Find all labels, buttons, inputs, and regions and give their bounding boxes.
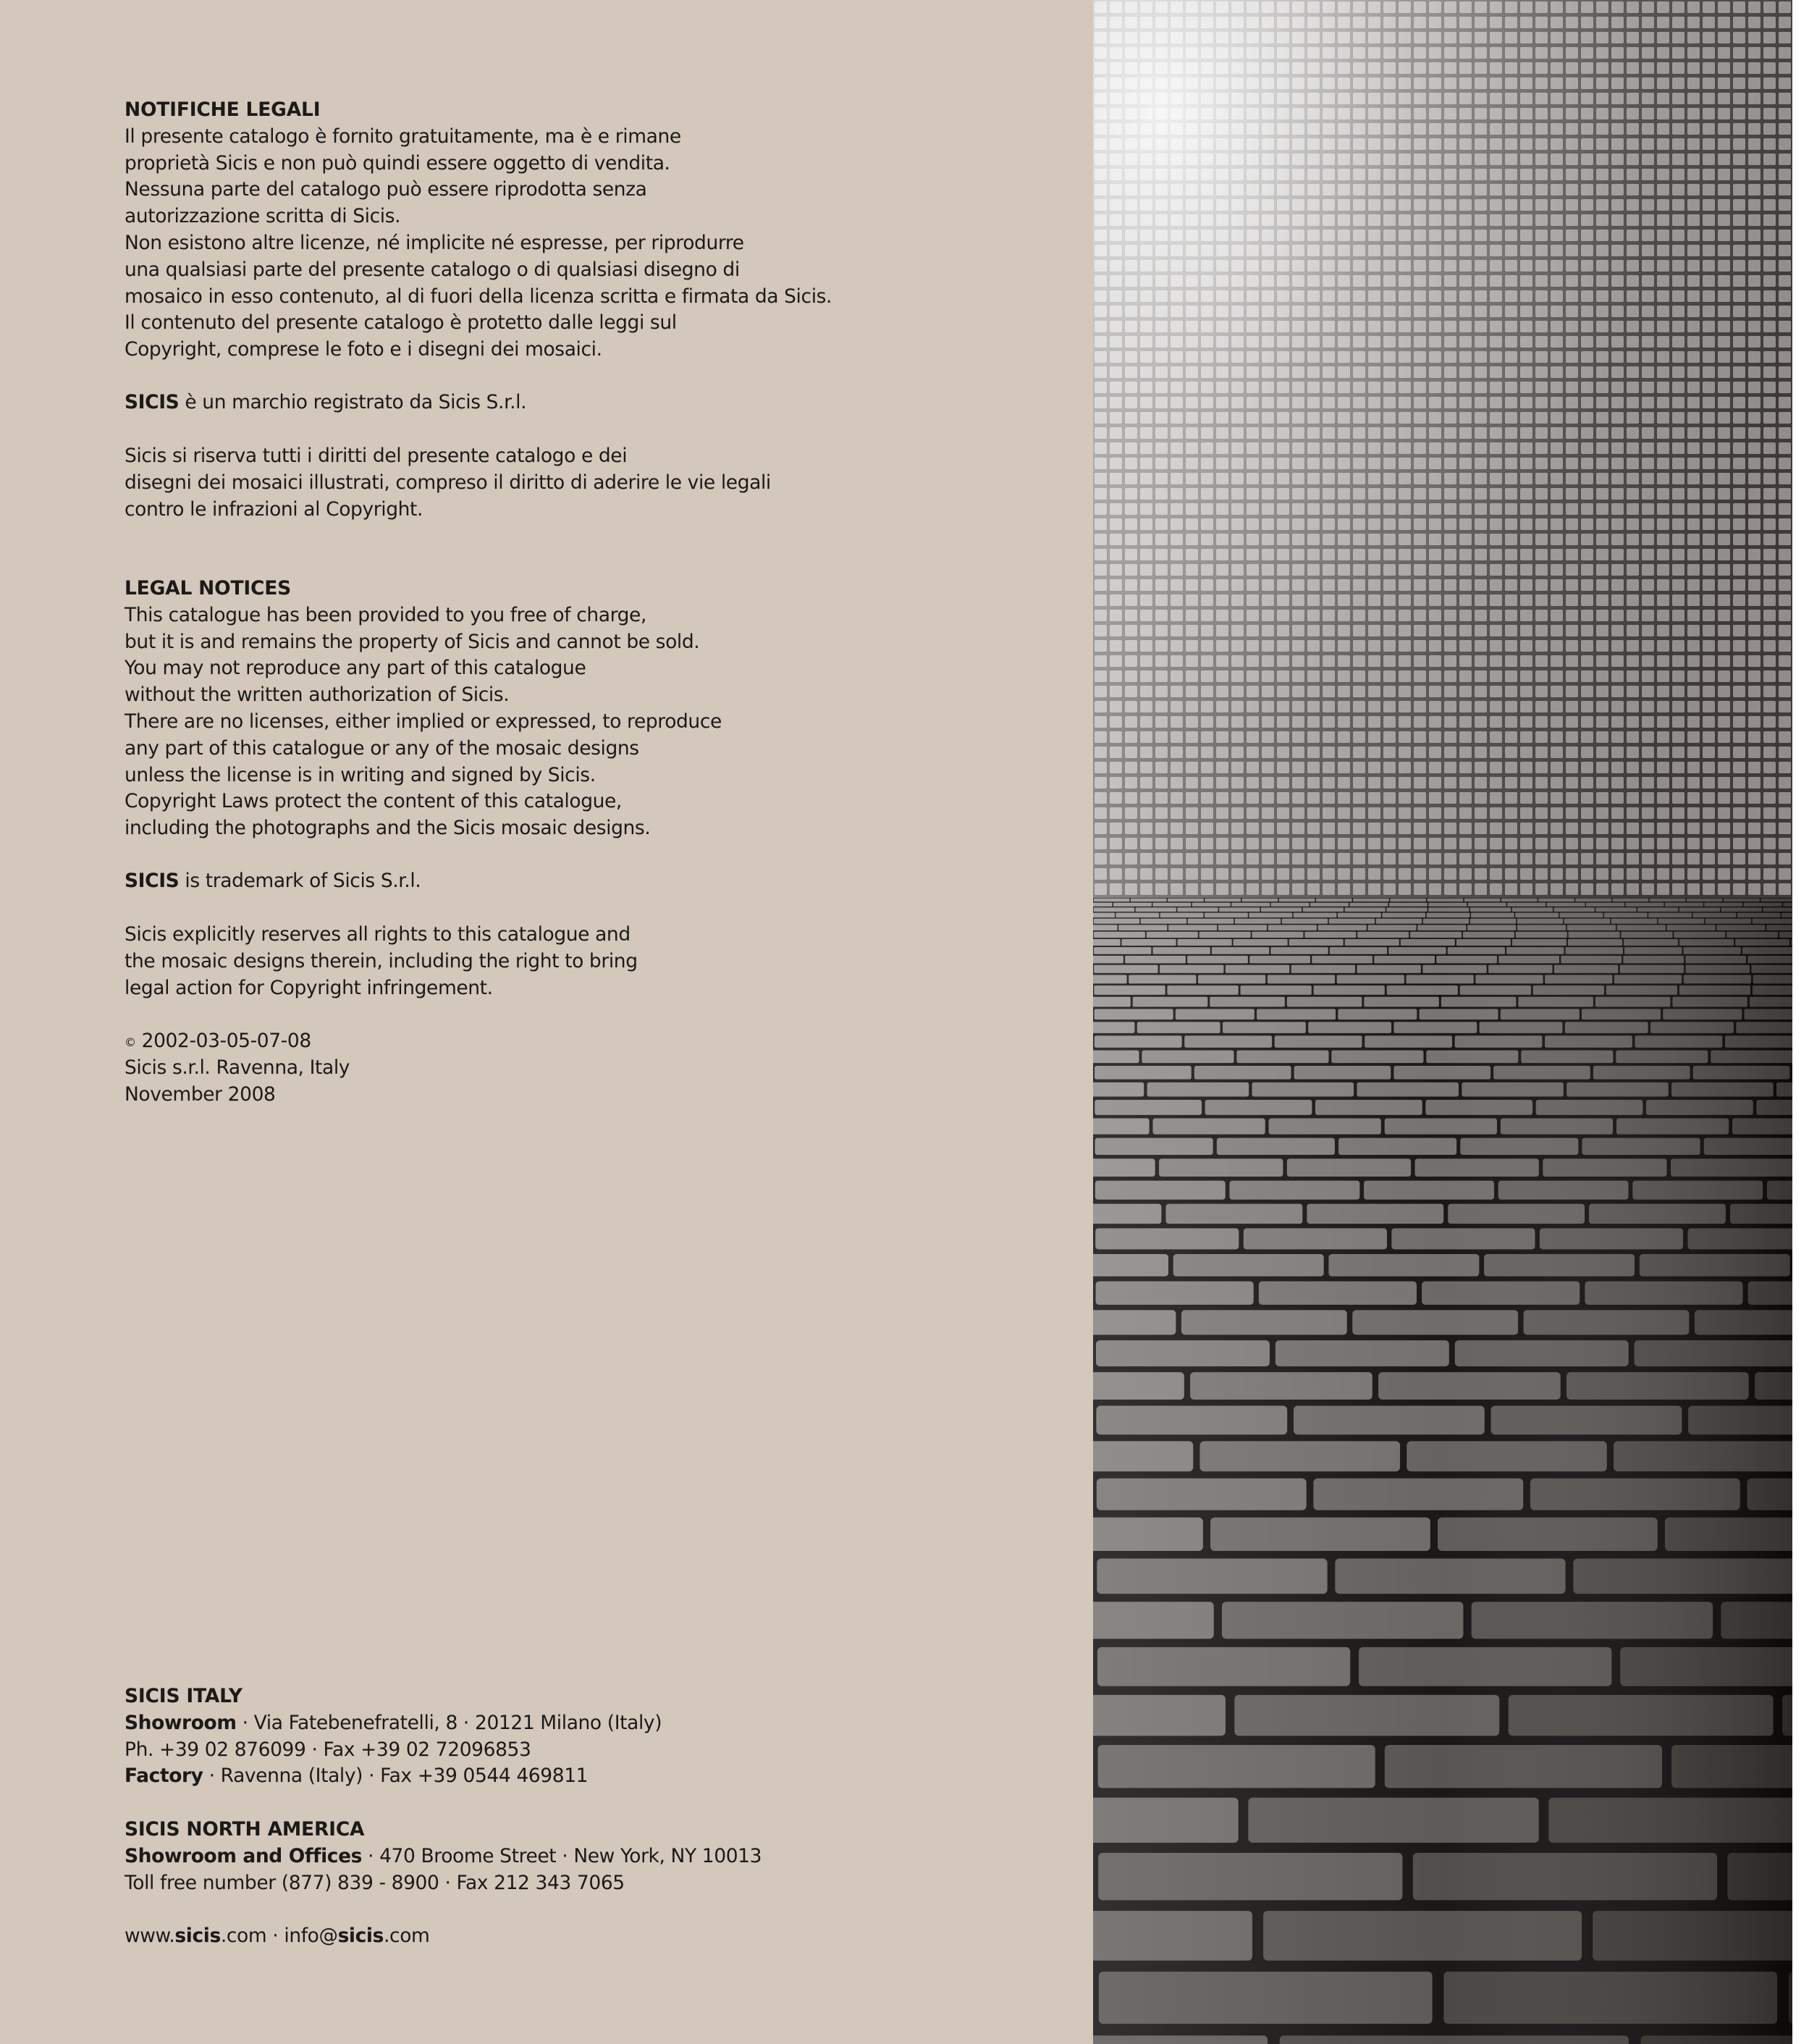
trademark-brand: SICIS <box>125 870 180 892</box>
contact-italy <box>125 1683 1066 1790</box>
copyright-years: 2002-03-05-07-08 <box>135 1030 311 1052</box>
north-america-heading: SICIS NORTH AMERICA <box>125 1818 365 1841</box>
italian-heading: NOTIFICHE LEGALI <box>125 98 321 121</box>
italian-line: Il contenuto del presente catalogo è protetto dalle leggi sul <box>125 311 677 335</box>
mosaic-tile-photo-icon <box>1093 0 1792 2044</box>
trademark-brand: SICIS <box>125 391 180 413</box>
english-line: including the photographs and the Sicis mosaic designs. <box>125 817 651 840</box>
italian-line: mosaico in esso contenuto, al di fuori della licenza scritta e firmata da Sicis. <box>125 285 832 308</box>
italy-showroom-label: Showroom <box>125 1711 237 1734</box>
english-heading: LEGAL NOTICES <box>125 577 292 600</box>
italy-phone: Ph. +39 02 876099 · Fax +39 02 72096853 <box>125 1738 531 1761</box>
english-line: without the written authorization of Sicis. <box>125 684 510 707</box>
italian-line: proprietà Sicis e non può quindi essere oggetto di vendita. <box>125 151 670 174</box>
page-edge <box>1792 0 1809 2044</box>
copyright-symbol: © <box>125 1035 136 1049</box>
trademark-text: è un marchio registrato da Sicis S.r.l. <box>179 391 527 413</box>
italian-rights-line: Sicis si riserva tutti i diritti del presente catalogo e dei <box>125 445 628 467</box>
web-contacts <box>125 1923 1066 1950</box>
website-link[interactable]: www.sicis.com <box>125 1925 267 1947</box>
italy-factory-label: Factory <box>125 1765 203 1788</box>
english-rights <box>125 922 1066 1001</box>
copyright-date: November 2008 <box>125 1082 276 1106</box>
north-america-phone: Toll free number (877) 839 - 8900 · Fax 212 343 7065 <box>125 1871 625 1894</box>
italian-legal-section <box>125 97 1066 363</box>
english-line: This catalogue has been provided to you free of charge, <box>125 603 646 626</box>
mosaic-photo <box>1093 0 1792 2044</box>
italian-line: Non esistono altre licenze, né implicite né espresse, per riprodurre <box>125 231 744 254</box>
italy-showroom-address: · Via Fatebenefratelli, 8 · 20121 Milano (Italy) <box>236 1711 662 1734</box>
english-rights-line: legal action for Copyright infringement. <box>125 976 493 999</box>
english-rights-line: Sicis explicitly reserves all rights to this catalogue and <box>125 923 631 946</box>
english-legal-section <box>125 576 1066 842</box>
english-line: You may not reproduce any part of this catalogue <box>125 657 586 680</box>
north-america-showroom-address: · 470 Broome Street · New York, NY 10013 <box>362 1844 762 1867</box>
separator: · <box>266 1925 284 1947</box>
italian-trademark <box>125 390 1066 416</box>
italian-line: autorizzazione scritta di Sicis. <box>125 205 401 228</box>
italy-factory-address: · Ravenna (Italy) · Fax +39 0544 469811 <box>203 1765 589 1788</box>
english-line: but it is and remains the property of Sicis and cannot be sold. <box>125 630 700 653</box>
italian-line: Il presente catalogo è fornito gratuitamente, ma è e rimane <box>125 125 681 148</box>
copyright-company: Sicis s.r.l. Ravenna, Italy <box>125 1056 350 1079</box>
trademark-text: is trademark of Sicis S.r.l. <box>179 870 421 892</box>
english-rights-line: the mosaic designs therein, including the right to bring <box>125 949 638 972</box>
italian-rights-line: disegni dei mosaici illustrati, compreso il diritto di aderire le vie legali <box>125 471 771 494</box>
english-line: There are no licenses, either implied or expressed, to reproduce <box>125 710 722 733</box>
italian-line: Copyright, comprese le foto e i disegni dei mosaici. <box>125 338 602 361</box>
italian-line: una qualsiasi parte del presente catalogo o di qualsiasi disegno di <box>125 258 740 281</box>
contact-north-america <box>125 1817 1066 1896</box>
english-line: any part of this catalogue or any of the mosaic designs <box>125 736 639 760</box>
email-link[interactable]: info@sicis.com <box>284 1925 430 1947</box>
italy-heading: SICIS ITALY <box>125 1685 243 1707</box>
italian-rights-line: contro le infrazioni al Copyright. <box>125 497 423 521</box>
copyright-block <box>125 1028 1066 1108</box>
italian-rights <box>125 443 1066 523</box>
north-america-showroom-label: Showroom and Offices <box>125 1844 363 1867</box>
italian-line: Nessuna parte del catalogo può essere riprodotta senza <box>125 178 647 201</box>
english-line: Copyright Laws protect the content of this catalogue, <box>125 790 622 813</box>
english-trademark <box>125 868 1066 895</box>
english-line: unless the license is in writing and signed by Sicis. <box>125 763 596 786</box>
